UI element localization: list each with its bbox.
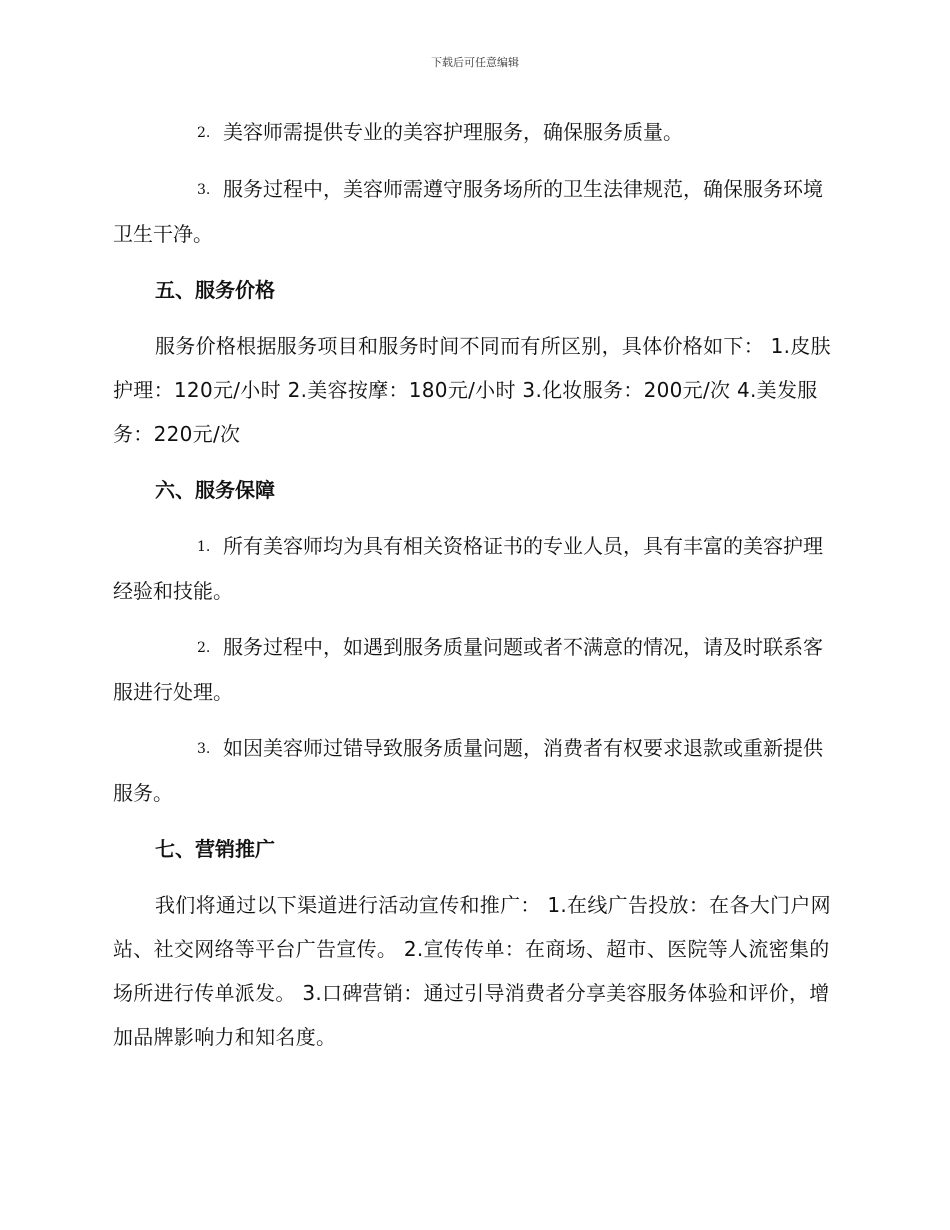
list-item <box>113 110 838 155</box>
list-text: 如因美容师过错导致服务质量问题，消费者有权要求退款或重新提供服务。 <box>113 736 823 805</box>
list-number: 3. <box>197 741 211 757</box>
list-number: 1. <box>197 539 211 555</box>
list-text: 服务过程中，如遇到服务质量问题或者不满意的情况，请及时联系客服进行处理。 <box>113 635 823 704</box>
list-text: 美容师需提供专业的美容护理服务，确保服务质量。 <box>223 120 683 144</box>
document-body <box>113 110 838 1071</box>
section-title-pricing: 五、服务价格 <box>155 278 275 302</box>
list-item <box>113 726 838 815</box>
marketing-paragraph: 我们将通过以下渠道进行活动宣传和推广： 1.在线广告投放：在各大门户网站、社交网络等平台广告宣传。 2.宣传传单：在商场、超市、医院等人流密集的场所进行传单派发。 3.口碑营销：通过引导消费者分享美容服务体验和评价，增加品牌影响力和知名度。 <box>113 893 831 1049</box>
section-title-guarantee: 六、服务保障 <box>155 478 275 502</box>
list-item <box>113 524 838 613</box>
list-number: 2. <box>197 125 211 141</box>
list-item <box>113 167 838 256</box>
list-text: 所有美容师均为具有相关资格证书的专业人员，具有丰富的美容护理经验和技能。 <box>113 534 823 603</box>
list-number: 2. <box>197 640 211 656</box>
section-title-marketing: 七、营销推广 <box>155 837 275 861</box>
header-note: 下载后可任意编辑 <box>431 56 519 69</box>
list-item <box>113 625 838 714</box>
list-text: 服务过程中，美容师需遵守服务场所的卫生法律规范，确保服务环境卫生干净。 <box>113 177 823 246</box>
list-number: 3. <box>197 182 211 198</box>
pricing-paragraph: 服务价格根据服务项目和服务时间不同而有所区别，具体价格如下： 1.皮肤护理：120元/小时 2.美容按摩：180元/小时 3.化妆服务：200元/次 4.美发服务：220元/次 <box>113 334 831 446</box>
